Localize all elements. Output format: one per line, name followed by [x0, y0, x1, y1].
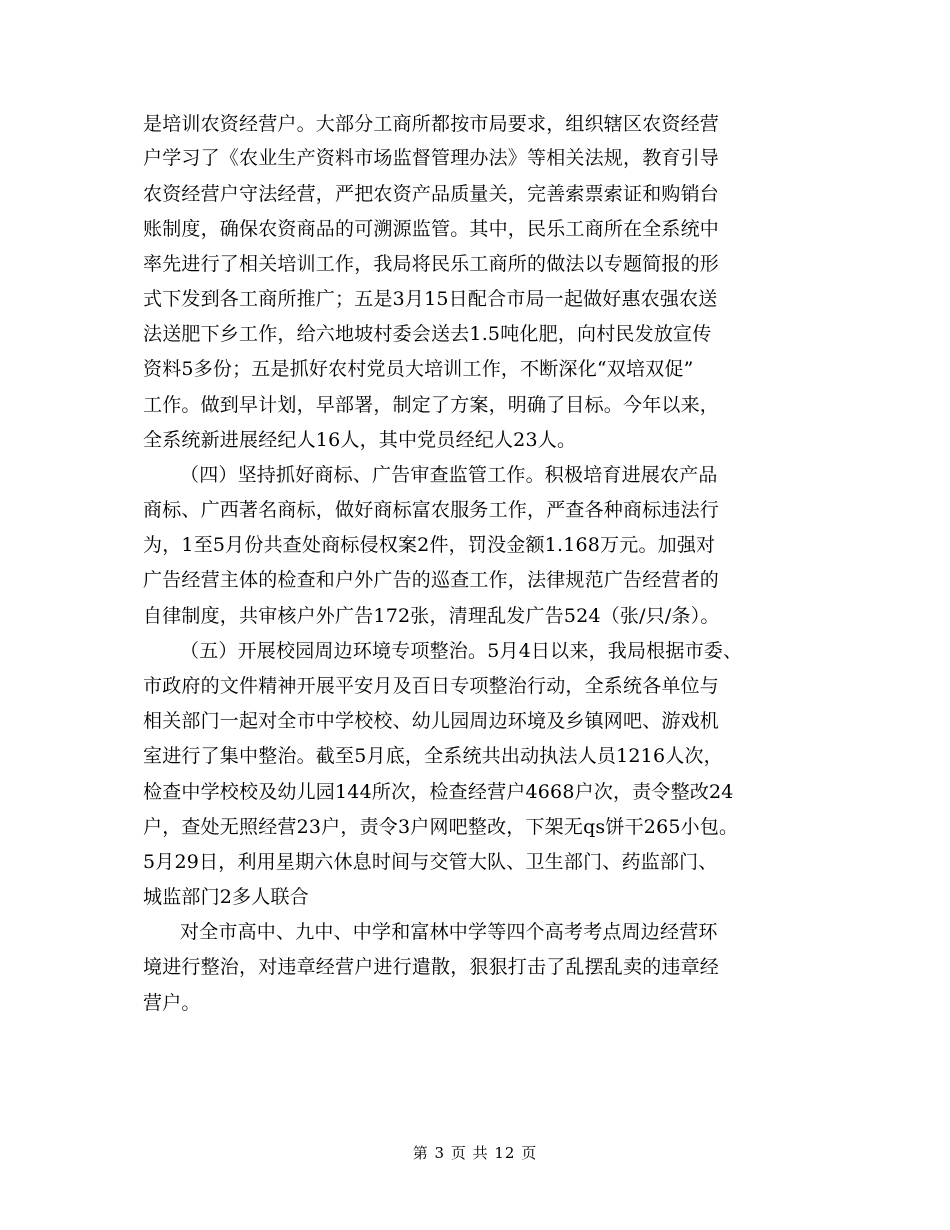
body-line-12: 商标、广西著名商标，做好商标富农服务工作，严查各种商标违法行	[143, 499, 720, 521]
body-line-13: 为，1至5月份共查处商标侵权案2件，罚没金额1.168万元。加强对	[143, 534, 716, 556]
page-number-footer: 第 3 页 共 12 页	[412, 1144, 538, 1162]
body-line-18: 相关部门一起对全市中学校校、幼儿园周边环境及乡镇网吧、游戏机	[143, 710, 720, 732]
body-line-1: 是培训农资经营户。大部分工商所都按市局要求，组织辖区农资经营	[143, 113, 720, 135]
body-line-6: 式下发到各工商所推广；五是3月15日配合市局一起做好惠农强农送	[143, 288, 718, 310]
body-line-7: 法送肥下乡工作，给六地坡村委会送去1.5吨化肥，向村民发放宣传	[143, 323, 712, 345]
body-line-21: 户，查处无照经营23户，责令3户网吧整改，下架无qs饼干265小包。	[143, 816, 739, 838]
body-line-22: 5月29日，利用星期六休息时间与交管大队、卫生部门、药监部门、	[143, 851, 718, 873]
body-line-17: 市政府的文件精神开展平安月及百日专项整治行动，全系统各单位与	[143, 675, 720, 697]
section-four-heading-line: （四）坚持抓好商标、广告审查监管工作。积极培育进展农产品	[180, 464, 718, 486]
body-line-19: 室进行了集中整治。截至5月底，全系统共出动执法人员1216人次，	[143, 745, 723, 767]
body-line-15: 自律制度，共审核户外广告172张，清理乱发广告524（张/只/条）。	[143, 605, 720, 627]
body-line-23: 城监部门2多人联合	[143, 886, 309, 908]
body-line-25: 境进行整治，对违章经营户进行遣散，狠狠打击了乱摆乱卖的违章经	[143, 956, 720, 978]
body-line-20: 检查中学校校及幼儿园144所次，检查经营户4668户次，责令整改24	[143, 781, 734, 803]
section-five-heading-line: （五）开展校园周边环境专项整治。5月4日以来，我局根据市委、	[180, 640, 743, 662]
body-line-26: 营户。	[143, 992, 201, 1014]
paragraph-start-line: 对全市高中、九中、中学和富林中学等四个高考考点周边经营环	[180, 921, 718, 943]
body-line-9: 工作。做到早计划，早部署，制定了方案，明确了目标。今年以来，	[143, 394, 720, 416]
body-line-2: 户学习了《农业生产资料市场监督管理办法》等相关法规，教育引导	[143, 147, 720, 169]
body-line-3: 农资经营户守法经营，严把农资产品质量关，完善索票索证和购销台	[143, 183, 720, 205]
body-line-5: 率先进行了相关培训工作，我局将民乐工商所的做法以专题简报的形	[143, 253, 720, 275]
body-line-14: 广告经营主体的检查和户外广告的巡查工作，法律规范广告经营者的	[143, 569, 720, 591]
body-line-8: 资料5多份；五是抓好农村党员大培训工作，不断深化“双培双促”	[143, 358, 694, 380]
body-line-4: 账制度，确保农资商品的可溯源监管。其中，民乐工商所在全系统中	[143, 218, 720, 240]
body-line-10: 全系统新进展经纪人16人，其中党员经纪人23人。	[143, 429, 577, 451]
